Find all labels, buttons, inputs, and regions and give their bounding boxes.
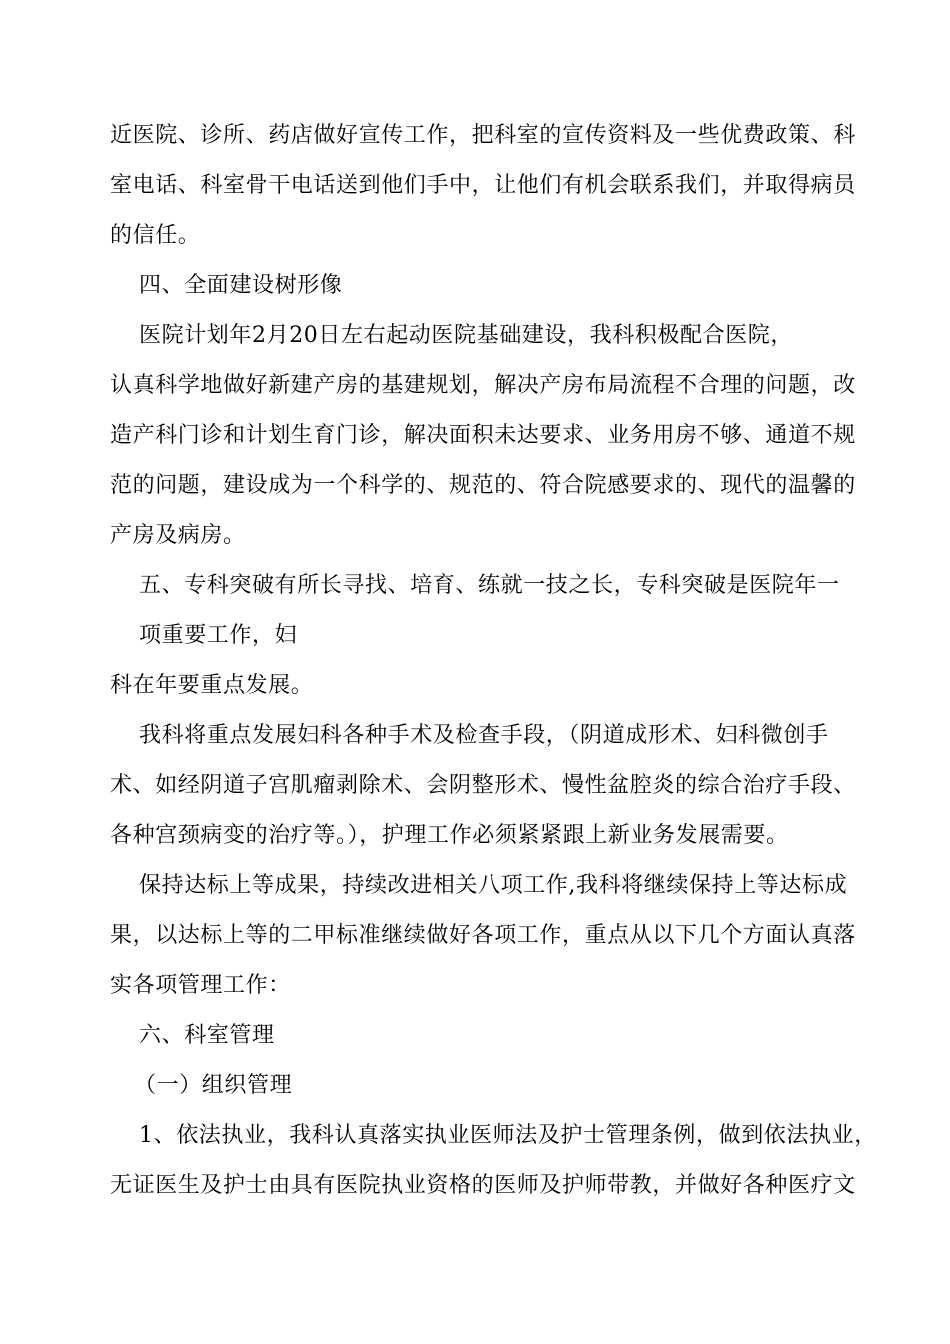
- text-line: 无证医生及护士由具有医院执业资格的医师及护师带教，并做好各种医疗文: [110, 1173, 856, 1198]
- text-line: 1、依法执业，我科认真落实执业医师法及护士管理条例，做到依法执业，: [139, 1123, 877, 1148]
- text-line: 实各项管理工作：: [110, 973, 291, 998]
- text-line: 产房及病房。: [110, 523, 246, 548]
- section-heading: 四、全面建设树形像: [139, 273, 343, 298]
- text-line: 近医院、诊所、药店做好宣传工作，把科室的宣传资料及一些优费政策、科: [110, 123, 856, 148]
- text-line: 保持达标上等成果，持续改进相关八项工作,我科将继续保持上等达标成: [139, 873, 848, 898]
- text-line: 医院计划年2月20日左右起动医院基础建设，我科积极配合医院，: [139, 323, 793, 348]
- text-line: 室电话、科室骨干电话送到他们手中，让他们有机会联系我们，并取得病员: [110, 173, 856, 198]
- text-line: 术、如经阴道子宫肌瘤剥除术、会阴整形术、慢性盆腔炎的综合治疗手段、: [110, 773, 856, 798]
- section-heading: 五、专科突破有所长寻找、培育、练就一技之长，专科突破是医院年一: [139, 573, 840, 598]
- text-line: 科在年要重点发展。: [110, 673, 314, 698]
- text-line: 认真科学地做好新建产房的基建规划，解决产房布局流程不合理的问题，改: [110, 373, 856, 398]
- text-line: 范的问题，建设成为一个科学的、规范的、符合院感要求的、现代的温馨的: [110, 473, 856, 498]
- text-line: 我科将重点发展妇科各种手术及检查手段，（阴道成形术、妇科微创手: [139, 723, 829, 748]
- section-heading: 六、科室管理: [139, 1023, 275, 1048]
- text-line: 造产科门诊和计划生育门诊，解决面积未达要求、业务用房不够、通道不规: [110, 423, 856, 448]
- text-line: 项重要工作，妇: [139, 623, 298, 648]
- subsection-heading: （一）组织管理: [134, 1073, 293, 1098]
- text-line: 的信任。: [110, 223, 201, 248]
- text-line: 果，以达标上等的二甲标准继续做好各项工作，重点从以下几个方面认真落: [110, 923, 856, 948]
- text-line: 各种宫颈病变的治疗等。），护理工作必须紧紧跟上新业务发展需要。: [110, 823, 789, 848]
